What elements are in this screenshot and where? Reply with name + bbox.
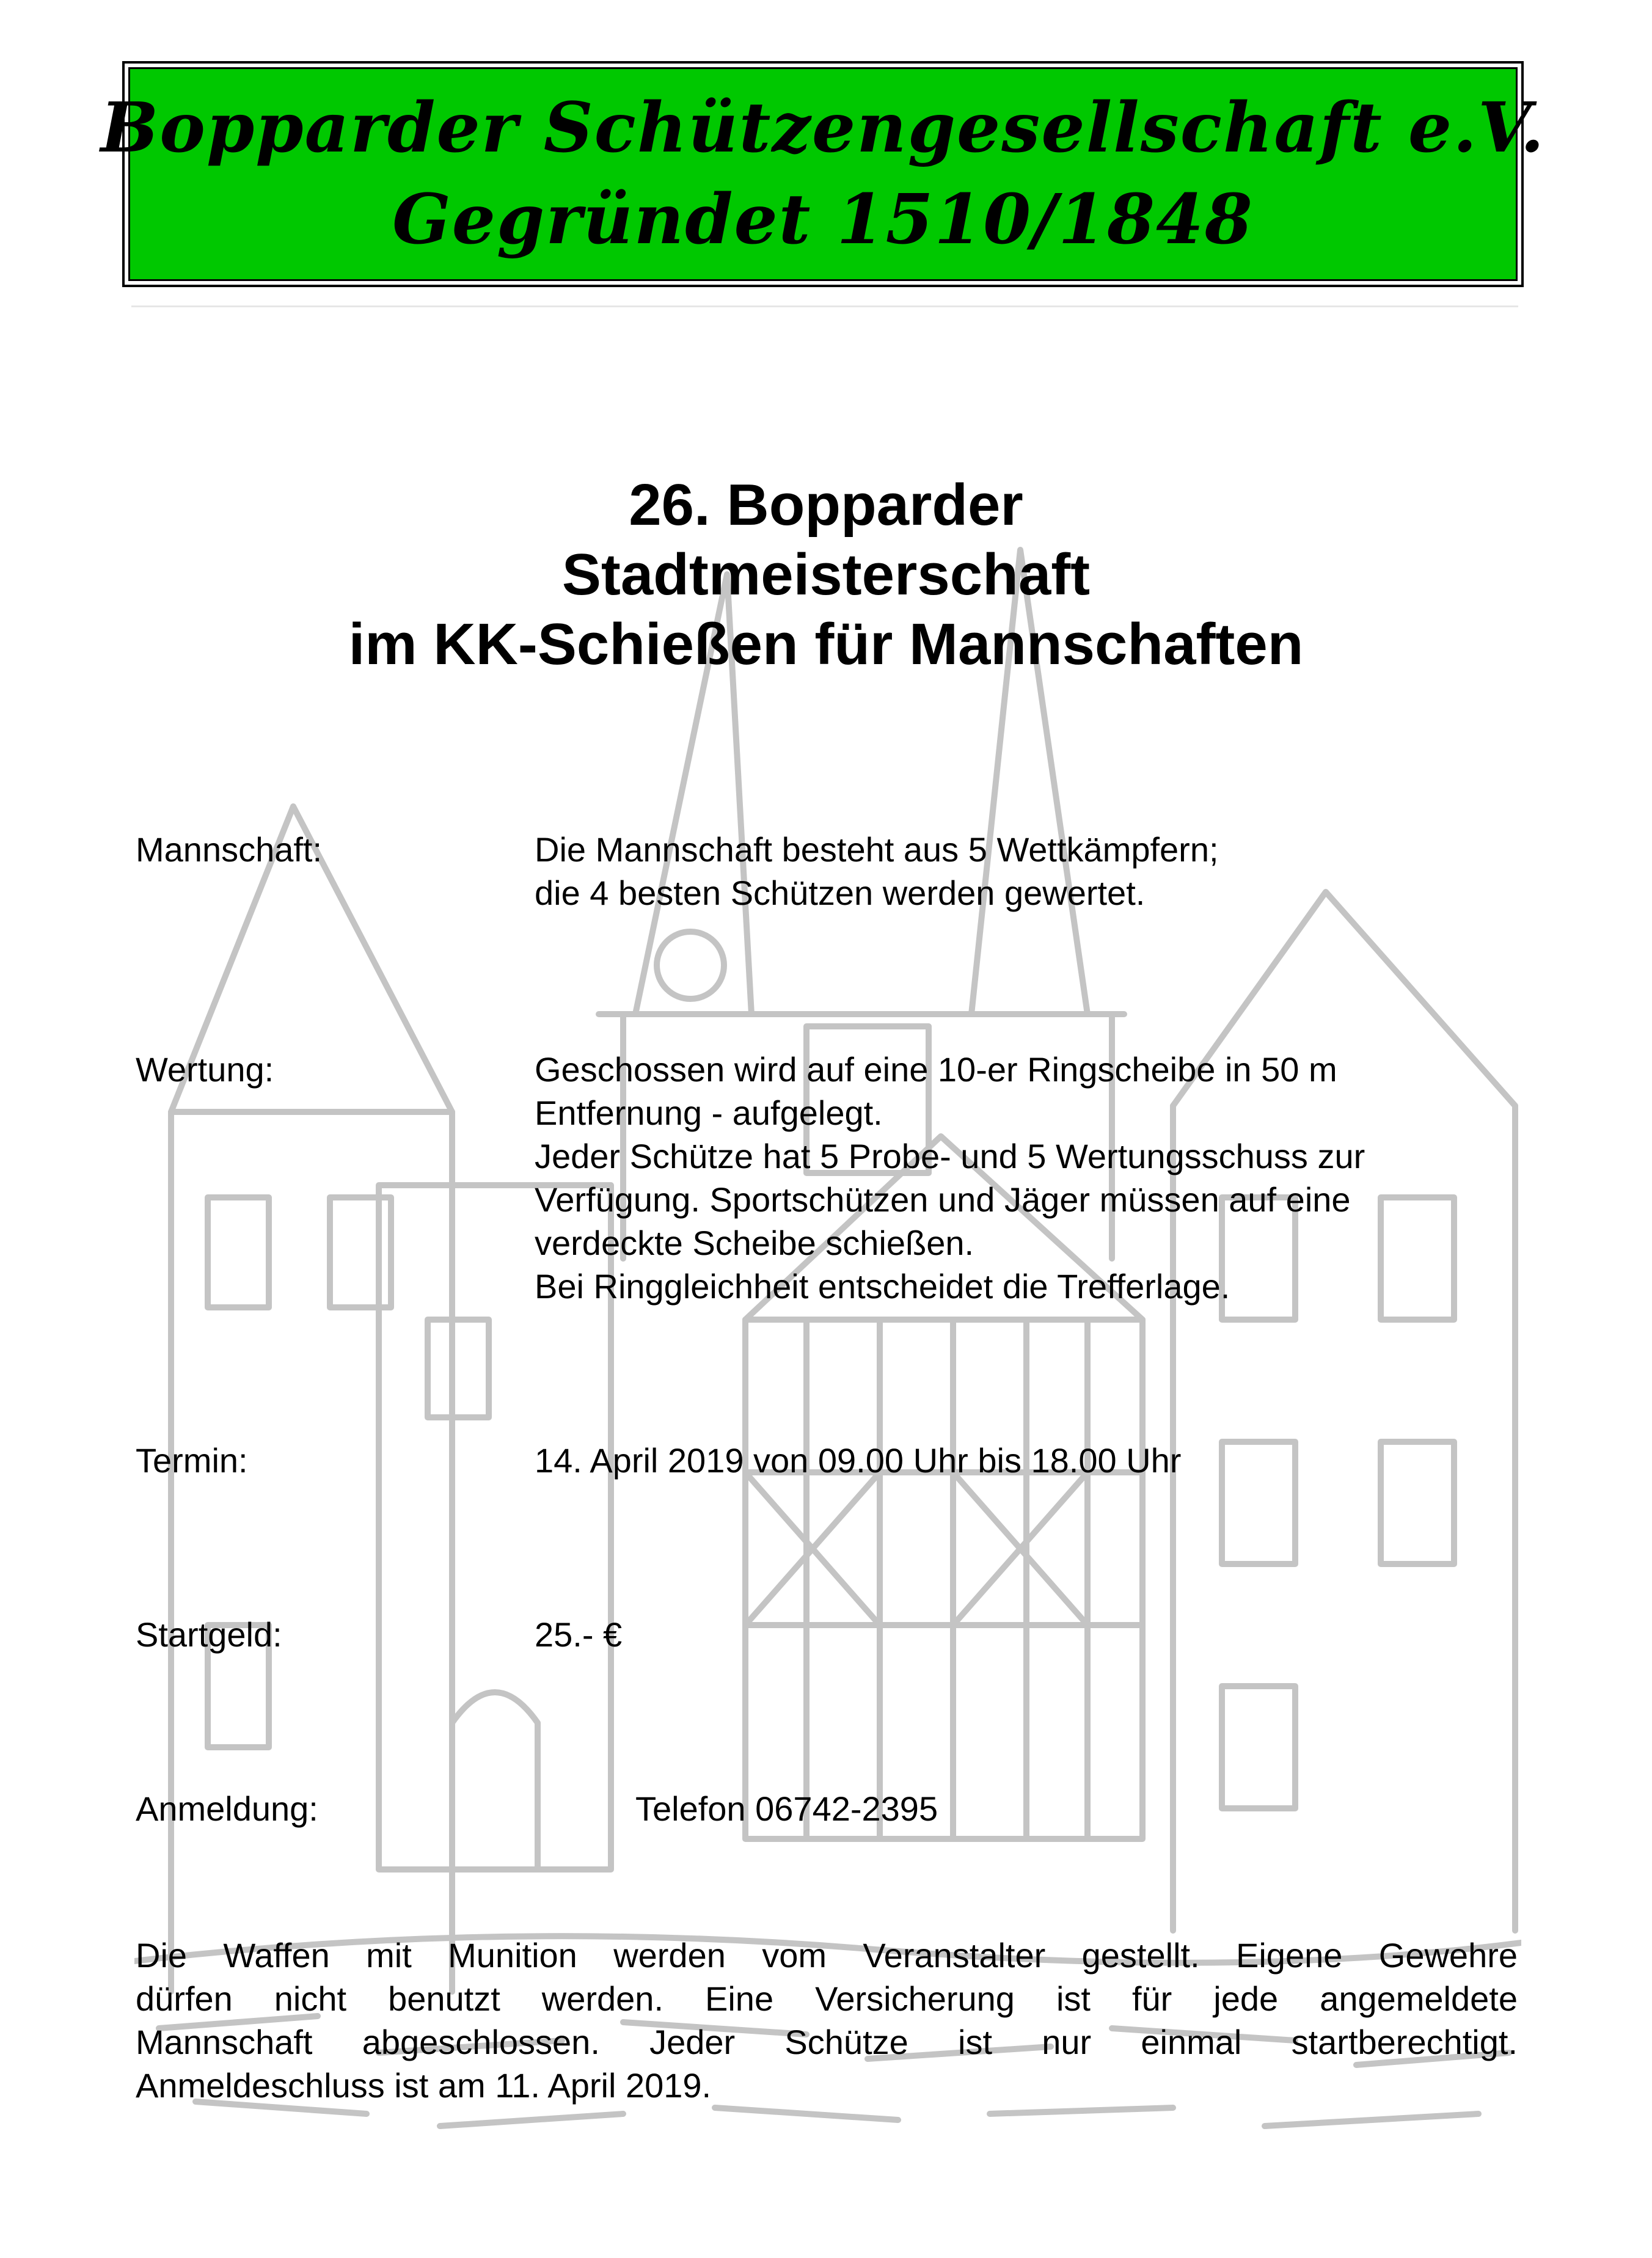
club-name: Bopparder Schützengesellschaft e.V. (100, 88, 1546, 168)
wertung-line: Geschossen wird auf eine 10-er Ringscheibe in 50 m (535, 1050, 1337, 1089)
wertung-line: verdeckte Scheibe schießen. (535, 1224, 974, 1262)
termin-value: 14. April 2019 von 09.00 Uhr bis 18.00 Uhr (535, 1441, 1182, 1480)
wertung-line: Jeder Schütze hat 5 Probe- und 5 Wertungsschuss zur (535, 1137, 1365, 1175)
anmeldung-label: Anmeldung: (136, 1789, 318, 1828)
event-title-line-2: Stadtmeisterschaft (561, 542, 1091, 607)
club-header-banner (100, 67, 1546, 281)
wertung-label: Wertung: (136, 1050, 274, 1089)
club-founded: Gegründet 1510/1848 (392, 180, 1254, 260)
mannschaft-line: die 4 besten Schützen werden gewertet. (535, 874, 1146, 912)
mannschaft-value (535, 828, 1219, 915)
conditions-line: Mannschaft abgeschlossen. Jeder Schütze ist nur einmal startberechtigt. (136, 2023, 1518, 2061)
header-divider (131, 305, 1518, 307)
mannschaft-label: Mannschaft: (136, 830, 323, 869)
conditions-paragraph (136, 1934, 1518, 2107)
event-title-line-3: im KK-Schießen für Mannschaften (348, 612, 1304, 677)
wertung-value (535, 1048, 1365, 1308)
conditions-line: Die Waffen mit Munition werden vom Veranstalter gestellt. Eigene Gewehre (136, 1936, 1518, 1975)
wertung-line: Bei Ringgleichheit entscheidet die Trefferlage. (535, 1267, 1230, 1306)
wertung-line: Verfügung. Sportschützen und Jäger müssen auf eine (535, 1180, 1351, 1219)
event-title-line-1: 26. Bopparder (629, 472, 1023, 538)
event-title (0, 470, 1652, 679)
conditions-line: Anmeldeschluss ist am 11. April 2019. (136, 2066, 712, 2105)
termin-label: Termin: (136, 1441, 248, 1480)
startgeld-value: 25.- € (535, 1615, 623, 1654)
mannschaft-line: Die Mannschaft besteht aus 5 Wettkämpfern; (535, 830, 1219, 869)
old-town-sketch-icon (134, 464, 1521, 2175)
startgeld-label: Startgeld: (136, 1615, 282, 1654)
anmeldung-phone: Telefon 06742-2395 (635, 1789, 938, 1828)
wertung-line: Entfernung - aufgelegt. (535, 1094, 883, 1132)
club-header-box (100, 61, 1546, 287)
conditions-line: dürfen nicht benutzt werden. Eine Versicherung ist für jede angemeldete (136, 1979, 1518, 2018)
